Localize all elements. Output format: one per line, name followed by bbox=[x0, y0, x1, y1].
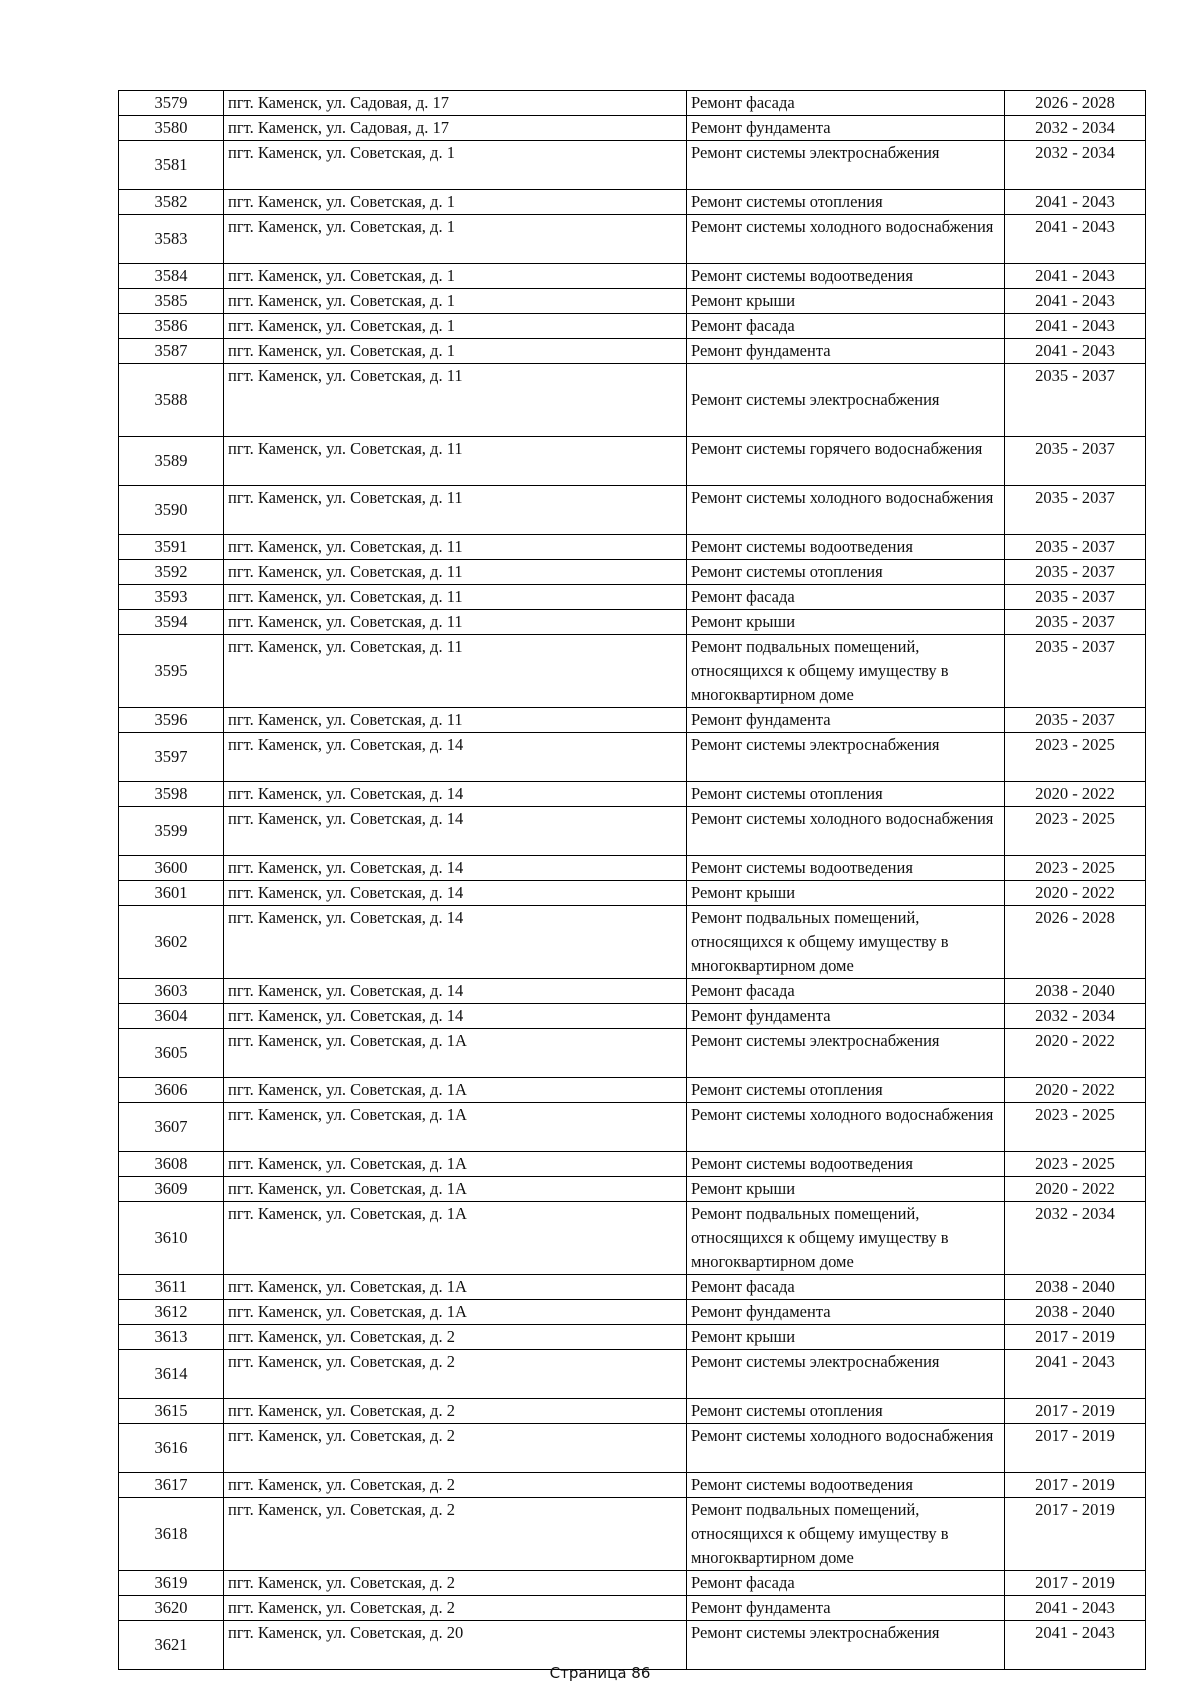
row-number: 3583 bbox=[119, 215, 224, 264]
row-number: 3586 bbox=[119, 314, 224, 339]
row-number: 3603 bbox=[119, 979, 224, 1004]
row-number: 3593 bbox=[119, 585, 224, 610]
work-type-cell: Ремонт системы холодного водоснабжения bbox=[687, 807, 1005, 856]
work-type-cell: Ремонт системы электроснабжения bbox=[687, 141, 1005, 190]
address-cell: пгт. Каменск, ул. Советская, д. 11 bbox=[224, 560, 687, 585]
work-type-cell: Ремонт фасада bbox=[687, 585, 1005, 610]
period-cell: 2038 - 2040 bbox=[1005, 1300, 1146, 1325]
address-cell: пгт. Каменск, ул. Советская, д. 1А bbox=[224, 1202, 687, 1275]
work-type-cell: Ремонт крыши bbox=[687, 881, 1005, 906]
table-row bbox=[119, 1275, 1146, 1300]
work-type-cell: Ремонт подвальных помещений, относящихся к общему имуществу в многоквартирном доме bbox=[687, 1498, 1005, 1571]
address-cell: пгт. Каменск, ул. Советская, д. 11 bbox=[224, 364, 687, 437]
address-cell: пгт. Каменск, ул. Советская, д. 1А bbox=[224, 1103, 687, 1152]
work-type-cell: Ремонт системы водоотведения bbox=[687, 535, 1005, 560]
period-cell: 2023 - 2025 bbox=[1005, 856, 1146, 881]
table-row bbox=[119, 1498, 1146, 1571]
work-type-cell: Ремонт системы электроснабжения bbox=[687, 364, 1005, 437]
table-row bbox=[119, 364, 1146, 437]
period-cell: 2035 - 2037 bbox=[1005, 560, 1146, 585]
address-cell: пгт. Каменск, ул. Советская, д. 1 bbox=[224, 339, 687, 364]
table-row bbox=[119, 314, 1146, 339]
table-row bbox=[119, 486, 1146, 535]
work-type-cell: Ремонт фасада bbox=[687, 1571, 1005, 1596]
address-cell: пгт. Каменск, ул. Советская, д. 2 bbox=[224, 1473, 687, 1498]
row-number: 3596 bbox=[119, 708, 224, 733]
row-number: 3605 bbox=[119, 1029, 224, 1078]
address-cell: пгт. Каменск, ул. Советская, д. 1А bbox=[224, 1078, 687, 1103]
row-number: 3580 bbox=[119, 116, 224, 141]
work-type-cell: Ремонт фасада bbox=[687, 314, 1005, 339]
work-type-cell: Ремонт системы электроснабжения bbox=[687, 1029, 1005, 1078]
table-row bbox=[119, 1473, 1146, 1498]
table-row bbox=[119, 1029, 1146, 1078]
address-cell: пгт. Каменск, ул. Советская, д. 11 bbox=[224, 635, 687, 708]
period-cell: 2041 - 2043 bbox=[1005, 1596, 1146, 1621]
row-number: 3613 bbox=[119, 1325, 224, 1350]
table-row bbox=[119, 1424, 1146, 1473]
table-row bbox=[119, 437, 1146, 486]
table-row bbox=[119, 141, 1146, 190]
table-row bbox=[119, 585, 1146, 610]
work-type-cell: Ремонт фасада bbox=[687, 1275, 1005, 1300]
work-type-cell: Ремонт системы горячего водоснабжения bbox=[687, 437, 1005, 486]
row-number: 3615 bbox=[119, 1399, 224, 1424]
work-type-cell: Ремонт крыши bbox=[687, 1325, 1005, 1350]
address-cell: пгт. Каменск, ул. Советская, д. 2 bbox=[224, 1596, 687, 1621]
period-cell: 2032 - 2034 bbox=[1005, 141, 1146, 190]
period-cell: 2032 - 2034 bbox=[1005, 116, 1146, 141]
work-type-cell: Ремонт крыши bbox=[687, 289, 1005, 314]
page-number: Страница 86 bbox=[549, 1664, 651, 1682]
address-cell: пгт. Каменск, ул. Советская, д. 14 bbox=[224, 782, 687, 807]
row-number: 3617 bbox=[119, 1473, 224, 1498]
row-number: 3602 bbox=[119, 906, 224, 979]
row-number: 3598 bbox=[119, 782, 224, 807]
row-number: 3607 bbox=[119, 1103, 224, 1152]
table-row bbox=[119, 1152, 1146, 1177]
table-row bbox=[119, 1177, 1146, 1202]
table-row bbox=[119, 560, 1146, 585]
work-type-cell: Ремонт фундамента bbox=[687, 339, 1005, 364]
work-type-cell: Ремонт системы водоотведения bbox=[687, 1473, 1005, 1498]
work-type-cell: Ремонт крыши bbox=[687, 1177, 1005, 1202]
work-type-cell: Ремонт системы электроснабжения bbox=[687, 1350, 1005, 1399]
period-cell: 2041 - 2043 bbox=[1005, 314, 1146, 339]
row-number: 3592 bbox=[119, 560, 224, 585]
period-cell: 2041 - 2043 bbox=[1005, 289, 1146, 314]
address-cell: пгт. Каменск, ул. Советская, д. 2 bbox=[224, 1399, 687, 1424]
row-number: 3620 bbox=[119, 1596, 224, 1621]
row-number: 3587 bbox=[119, 339, 224, 364]
period-cell: 2038 - 2040 bbox=[1005, 1275, 1146, 1300]
period-cell: 2035 - 2037 bbox=[1005, 364, 1146, 437]
period-cell: 2041 - 2043 bbox=[1005, 1350, 1146, 1399]
address-cell: пгт. Каменск, ул. Советская, д. 1А bbox=[224, 1152, 687, 1177]
row-number: 3597 bbox=[119, 733, 224, 782]
table-row bbox=[119, 881, 1146, 906]
row-number: 3591 bbox=[119, 535, 224, 560]
table-row bbox=[119, 610, 1146, 635]
address-cell: пгт. Каменск, ул. Советская, д. 11 bbox=[224, 486, 687, 535]
address-cell: пгт. Каменск, ул. Советская, д. 20 bbox=[224, 1621, 687, 1670]
work-type-cell: Ремонт системы водоотведения bbox=[687, 1152, 1005, 1177]
work-type-cell: Ремонт подвальных помещений, относящихся к общему имуществу в многоквартирном доме bbox=[687, 635, 1005, 708]
address-cell: пгт. Каменск, ул. Советская, д. 11 bbox=[224, 585, 687, 610]
address-cell: пгт. Каменск, ул. Советская, д. 2 bbox=[224, 1571, 687, 1596]
address-cell: пгт. Каменск, ул. Советская, д. 11 bbox=[224, 610, 687, 635]
work-type-cell: Ремонт системы холодного водоснабжения bbox=[687, 1103, 1005, 1152]
address-cell: пгт. Каменск, ул. Советская, д. 14 bbox=[224, 906, 687, 979]
address-cell: пгт. Каменск, ул. Советская, д. 2 bbox=[224, 1424, 687, 1473]
table-row bbox=[119, 1300, 1146, 1325]
work-type-cell: Ремонт фасада bbox=[687, 979, 1005, 1004]
period-cell: 2041 - 2043 bbox=[1005, 215, 1146, 264]
row-number: 3595 bbox=[119, 635, 224, 708]
table-row bbox=[119, 856, 1146, 881]
address-cell: пгт. Каменск, ул. Советская, д. 1А bbox=[224, 1177, 687, 1202]
row-number: 3619 bbox=[119, 1571, 224, 1596]
period-cell: 2041 - 2043 bbox=[1005, 339, 1146, 364]
work-type-cell: Ремонт системы холодного водоснабжения bbox=[687, 215, 1005, 264]
work-type-cell: Ремонт системы холодного водоснабжения bbox=[687, 1424, 1005, 1473]
address-cell: пгт. Каменск, ул. Советская, д. 14 bbox=[224, 979, 687, 1004]
table-row bbox=[119, 91, 1146, 116]
period-cell: 2023 - 2025 bbox=[1005, 1152, 1146, 1177]
row-number: 3585 bbox=[119, 289, 224, 314]
table-body bbox=[119, 91, 1146, 1670]
table-row bbox=[119, 1621, 1146, 1670]
row-number: 3608 bbox=[119, 1152, 224, 1177]
row-number: 3582 bbox=[119, 190, 224, 215]
address-cell: пгт. Каменск, ул. Советская, д. 11 bbox=[224, 708, 687, 733]
period-cell: 2020 - 2022 bbox=[1005, 1078, 1146, 1103]
work-type-cell: Ремонт подвальных помещений, относящихся к общему имуществу в многоквартирном доме bbox=[687, 1202, 1005, 1275]
period-cell: 2017 - 2019 bbox=[1005, 1325, 1146, 1350]
row-number: 3599 bbox=[119, 807, 224, 856]
period-cell: 2041 - 2043 bbox=[1005, 264, 1146, 289]
table-row bbox=[119, 782, 1146, 807]
row-number: 3609 bbox=[119, 1177, 224, 1202]
table-row bbox=[119, 1202, 1146, 1275]
table-row bbox=[119, 807, 1146, 856]
row-number: 3616 bbox=[119, 1424, 224, 1473]
table-row bbox=[119, 215, 1146, 264]
repair-schedule-table bbox=[118, 90, 1145, 1670]
period-cell: 2035 - 2037 bbox=[1005, 486, 1146, 535]
work-type-cell: Ремонт фундамента bbox=[687, 1596, 1005, 1621]
period-cell: 2020 - 2022 bbox=[1005, 1029, 1146, 1078]
table-row bbox=[119, 635, 1146, 708]
table-row bbox=[119, 535, 1146, 560]
address-cell: пгт. Каменск, ул. Советская, д. 1 bbox=[224, 264, 687, 289]
table-row bbox=[119, 1399, 1146, 1424]
row-number: 3590 bbox=[119, 486, 224, 535]
work-type-cell: Ремонт системы водоотведения bbox=[687, 264, 1005, 289]
table-row bbox=[119, 733, 1146, 782]
period-cell: 2032 - 2034 bbox=[1005, 1004, 1146, 1029]
work-type-cell: Ремонт системы отопления bbox=[687, 782, 1005, 807]
row-number: 3601 bbox=[119, 881, 224, 906]
address-cell: пгт. Каменск, ул. Садовая, д. 17 bbox=[224, 116, 687, 141]
work-type-cell: Ремонт системы водоотведения bbox=[687, 856, 1005, 881]
table-row bbox=[119, 116, 1146, 141]
period-cell: 2035 - 2037 bbox=[1005, 635, 1146, 708]
address-cell: пгт. Каменск, ул. Садовая, д. 17 bbox=[224, 91, 687, 116]
address-cell: пгт. Каменск, ул. Советская, д. 14 bbox=[224, 1004, 687, 1029]
work-type-cell: Ремонт системы электроснабжения bbox=[687, 1621, 1005, 1670]
address-cell: пгт. Каменск, ул. Советская, д. 1 bbox=[224, 215, 687, 264]
table-row bbox=[119, 1571, 1146, 1596]
work-type-cell: Ремонт фундамента bbox=[687, 1004, 1005, 1029]
work-type-cell: Ремонт крыши bbox=[687, 610, 1005, 635]
period-cell: 2017 - 2019 bbox=[1005, 1399, 1146, 1424]
address-cell: пгт. Каменск, ул. Советская, д. 1А bbox=[224, 1029, 687, 1078]
period-cell: 2017 - 2019 bbox=[1005, 1473, 1146, 1498]
period-cell: 2041 - 2043 bbox=[1005, 190, 1146, 215]
row-number: 3584 bbox=[119, 264, 224, 289]
address-cell: пгт. Каменск, ул. Советская, д. 14 bbox=[224, 807, 687, 856]
row-number: 3611 bbox=[119, 1275, 224, 1300]
period-cell: 2026 - 2028 bbox=[1005, 906, 1146, 979]
table-row bbox=[119, 264, 1146, 289]
row-number: 3614 bbox=[119, 1350, 224, 1399]
period-cell: 2017 - 2019 bbox=[1005, 1498, 1146, 1571]
work-type-cell: Ремонт фундамента bbox=[687, 1300, 1005, 1325]
row-number: 3621 bbox=[119, 1621, 224, 1670]
table-row bbox=[119, 1004, 1146, 1029]
table-row bbox=[119, 708, 1146, 733]
period-cell: 2017 - 2019 bbox=[1005, 1424, 1146, 1473]
address-cell: пгт. Каменск, ул. Советская, д. 11 bbox=[224, 437, 687, 486]
period-cell: 2041 - 2043 bbox=[1005, 1621, 1146, 1670]
address-cell: пгт. Каменск, ул. Советская, д. 2 bbox=[224, 1498, 687, 1571]
table-row bbox=[119, 190, 1146, 215]
period-cell: 2020 - 2022 bbox=[1005, 1177, 1146, 1202]
work-type-cell: Ремонт фасада bbox=[687, 91, 1005, 116]
period-cell: 2020 - 2022 bbox=[1005, 782, 1146, 807]
period-cell: 2026 - 2028 bbox=[1005, 91, 1146, 116]
period-cell: 2023 - 2025 bbox=[1005, 1103, 1146, 1152]
address-cell: пгт. Каменск, ул. Советская, д. 1А bbox=[224, 1300, 687, 1325]
period-cell: 2020 - 2022 bbox=[1005, 881, 1146, 906]
work-type-cell: Ремонт системы холодного водоснабжения bbox=[687, 486, 1005, 535]
row-number: 3612 bbox=[119, 1300, 224, 1325]
work-type-cell: Ремонт подвальных помещений, относящихся к общему имуществу в многоквартирном доме bbox=[687, 906, 1005, 979]
address-cell: пгт. Каменск, ул. Советская, д. 1 bbox=[224, 314, 687, 339]
row-number: 3579 bbox=[119, 91, 224, 116]
table-row bbox=[119, 1078, 1146, 1103]
table-row bbox=[119, 906, 1146, 979]
row-number: 3588 bbox=[119, 364, 224, 437]
row-number: 3600 bbox=[119, 856, 224, 881]
table-row bbox=[119, 979, 1146, 1004]
period-cell: 2017 - 2019 bbox=[1005, 1571, 1146, 1596]
row-number: 3594 bbox=[119, 610, 224, 635]
period-cell: 2035 - 2037 bbox=[1005, 708, 1146, 733]
address-cell: пгт. Каменск, ул. Советская, д. 2 bbox=[224, 1325, 687, 1350]
row-number: 3606 bbox=[119, 1078, 224, 1103]
period-cell: 2035 - 2037 bbox=[1005, 585, 1146, 610]
row-number: 3618 bbox=[119, 1498, 224, 1571]
address-cell: пгт. Каменск, ул. Советская, д. 14 bbox=[224, 881, 687, 906]
work-type-cell: Ремонт системы отопления bbox=[687, 1078, 1005, 1103]
work-type-cell: Ремонт системы отопления bbox=[687, 190, 1005, 215]
address-cell: пгт. Каменск, ул. Советская, д. 14 bbox=[224, 856, 687, 881]
address-cell: пгт. Каменск, ул. Советская, д. 2 bbox=[224, 1350, 687, 1399]
period-cell: 2035 - 2037 bbox=[1005, 610, 1146, 635]
row-number: 3581 bbox=[119, 141, 224, 190]
address-cell: пгт. Каменск, ул. Советская, д. 14 bbox=[224, 733, 687, 782]
row-number: 3604 bbox=[119, 1004, 224, 1029]
period-cell: 2035 - 2037 bbox=[1005, 437, 1146, 486]
work-type-cell: Ремонт системы отопления bbox=[687, 1399, 1005, 1424]
period-cell: 2032 - 2034 bbox=[1005, 1202, 1146, 1275]
table-row bbox=[119, 1596, 1146, 1621]
table-row bbox=[119, 1350, 1146, 1399]
table-row bbox=[119, 289, 1146, 314]
address-cell: пгт. Каменск, ул. Советская, д. 1А bbox=[224, 1275, 687, 1300]
period-cell: 2023 - 2025 bbox=[1005, 807, 1146, 856]
address-cell: пгт. Каменск, ул. Советская, д. 11 bbox=[224, 535, 687, 560]
address-cell: пгт. Каменск, ул. Советская, д. 1 bbox=[224, 190, 687, 215]
row-number: 3589 bbox=[119, 437, 224, 486]
table-row bbox=[119, 339, 1146, 364]
work-type-cell: Ремонт системы электроснабжения bbox=[687, 733, 1005, 782]
period-cell: 2038 - 2040 bbox=[1005, 979, 1146, 1004]
table-row bbox=[119, 1325, 1146, 1350]
work-type-cell: Ремонт фундамента bbox=[687, 708, 1005, 733]
address-cell: пгт. Каменск, ул. Советская, д. 1 bbox=[224, 141, 687, 190]
period-cell: 2035 - 2037 bbox=[1005, 535, 1146, 560]
work-type-cell: Ремонт фундамента bbox=[687, 116, 1005, 141]
address-cell: пгт. Каменск, ул. Советская, д. 1 bbox=[224, 289, 687, 314]
row-number: 3610 bbox=[119, 1202, 224, 1275]
period-cell: 2023 - 2025 bbox=[1005, 733, 1146, 782]
work-type-cell: Ремонт системы отопления bbox=[687, 560, 1005, 585]
table-row bbox=[119, 1103, 1146, 1152]
